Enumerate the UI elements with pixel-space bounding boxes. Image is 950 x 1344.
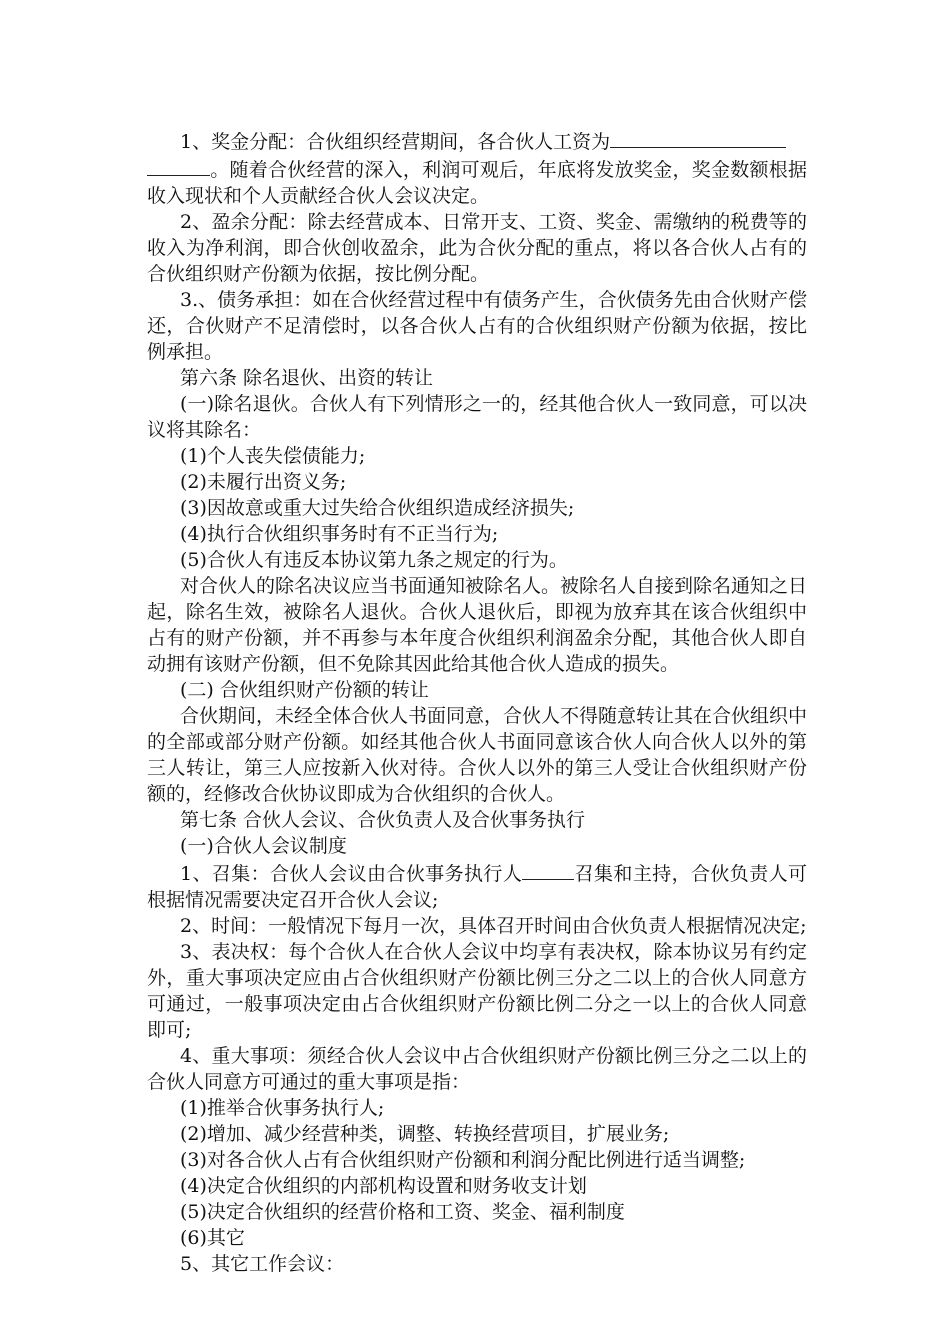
paragraph <box>147 1173 807 1199</box>
paragraph <box>147 443 807 469</box>
paragraph-text: 对合伙人的除名决议应当书面通知被除名人。被除名人自接到除名通知之日起，除名生效，被除名人退伙。合伙人退伙后，即视为放弃其在该合伙组织中占有的财产份额，并不再参与本年度合伙组织利润盈余分配，其他合伙人即自动拥有该财产份额，但不免除其因此给其他合伙人造成的损失。 <box>147 575 808 675</box>
paragraph <box>147 1225 807 1251</box>
paragraph <box>147 807 807 833</box>
paragraph-text: (二) 合伙组织财产份额的转让 <box>180 679 429 701</box>
fill-in-blank[interactable] <box>147 155 210 176</box>
paragraph <box>147 209 807 287</box>
paragraph <box>147 1251 807 1277</box>
paragraph <box>147 913 807 939</box>
paragraph <box>147 573 807 677</box>
paragraph <box>147 677 807 703</box>
paragraph-text: (1)推举合伙事务执行人; <box>180 1097 385 1119</box>
paragraph-text: (5)决定合伙组织的经营价格和工资、奖金、福利制度 <box>180 1201 625 1223</box>
paragraph <box>147 703 807 807</box>
paragraph-text: 第六条 除名退伙、出资的转让 <box>180 367 434 389</box>
paragraph-text: (4)决定合伙组织的内部机构设置和财务收支计划 <box>180 1175 587 1197</box>
paragraph-text: (5)合伙人有违反本协议第九条之规定的行为。 <box>180 549 568 571</box>
paragraph-text: (2)未履行出资义务; <box>180 471 347 493</box>
paragraph-text: (3)对各合伙人占有合伙组织财产份额和利润分配比例进行适当调整; <box>180 1149 746 1171</box>
paragraph <box>147 391 807 443</box>
paragraph <box>147 859 807 913</box>
paragraph <box>147 833 807 859</box>
paragraph <box>147 547 807 573</box>
paragraph-text: 2、时间：一般情况下每月一次，具体召开时间由合伙负责人根据情况决定; <box>180 915 807 937</box>
paragraph-text: (4)执行合伙组织事务时有不正当行为; <box>180 523 499 545</box>
paragraph-text: (3)因故意或重大过失给合伙组织造成经济损失; <box>180 497 575 519</box>
paragraph-text: 。随着合伙经营的深入，利润可观后，年底将发放奖金，奖金数额根据收入现状和个人贡献经合伙人会议决定。 <box>147 159 807 207</box>
paragraph <box>147 127 807 155</box>
paragraph-text: (一)合伙人会议制度 <box>180 835 347 857</box>
paragraph-text: (6)其它 <box>180 1227 245 1249</box>
paragraph <box>147 365 807 391</box>
paragraph <box>147 1121 807 1147</box>
paragraph <box>147 495 807 521</box>
paragraph <box>147 1147 807 1173</box>
paragraph-text: 第七条 合伙人会议、合伙负责人及合伙事务执行 <box>180 809 586 831</box>
paragraph-text: 5、其它工作会议： <box>180 1253 345 1275</box>
fill-in-blank[interactable] <box>610 127 786 148</box>
paragraph <box>147 1199 807 1225</box>
paragraph-text: (2)增加、减少经营种类，调整、转换经营项目，扩展业务; <box>180 1123 670 1145</box>
document-body <box>147 127 807 1277</box>
paragraph <box>147 1043 807 1095</box>
paragraph <box>147 287 807 365</box>
paragraph <box>147 939 807 1043</box>
paragraph-text: 3.、债务承担：如在合伙经营过程中有债务产生，合伙债务先由合伙财产偿还，合伙财产不足清偿时，以各合伙人占有的合伙组织财产份额为依据，按比例承担。 <box>147 289 807 363</box>
paragraph-text: (1)个人丧失偿债能力; <box>180 445 366 467</box>
paragraph <box>147 469 807 495</box>
paragraph-text: 1、召集：合伙人会议由合伙事务执行人 <box>180 863 523 885</box>
paragraph-text: 4、重大事项：须经合伙人会议中占合伙组织财产份额比例三分之二以上的合伙人同意方可通过的重大事项是指： <box>147 1045 807 1093</box>
fill-in-blank[interactable] <box>522 859 574 880</box>
paragraph-text: 合伙期间，未经全体合伙人书面同意，合伙人不得随意转让其在合伙组织中的全部或部分财产份额。如经其他合伙人书面同意该合伙人向合伙人以外的第三人转让，第三人应按新入伙对待。合伙人以外的第三人受让合伙组织财产份额的，经修改合伙协议即成为合伙组织的合伙人。 <box>147 705 808 805</box>
paragraph <box>147 521 807 547</box>
paragraph <box>147 1095 807 1121</box>
paragraph-text: 2、盈余分配：除去经营成本、日常开支、工资、奖金、需缴纳的税费等的收入为净利润，即合伙创收盈余，此为合伙分配的重点，将以各合伙人占有的合伙组织财产份额为依据，按比例分配。 <box>147 211 807 285</box>
paragraph-text: 召集和主持，合伙负责人可根据情况需要决定召开合伙人会议; <box>147 863 807 911</box>
paragraph-text: 1、奖金分配：合伙组织经营期间，各合伙人工资为 <box>180 131 611 153</box>
paragraph <box>147 155 807 209</box>
paragraph-text: 3、表决权：每个合伙人在合伙人会议中均享有表决权，除本协议另有约定外，重大事项决定应由占合伙组织财产份额比例三分之二以上的合伙人同意方可通过，一般事项决定由占合伙组织财产份额比例二分之一以上的合伙人同意即可; <box>147 941 807 1041</box>
paragraph-text: (一)除名退伙。合伙人有下列情形之一的，经其他合伙人一致同意，可以决议将其除名： <box>147 393 807 441</box>
